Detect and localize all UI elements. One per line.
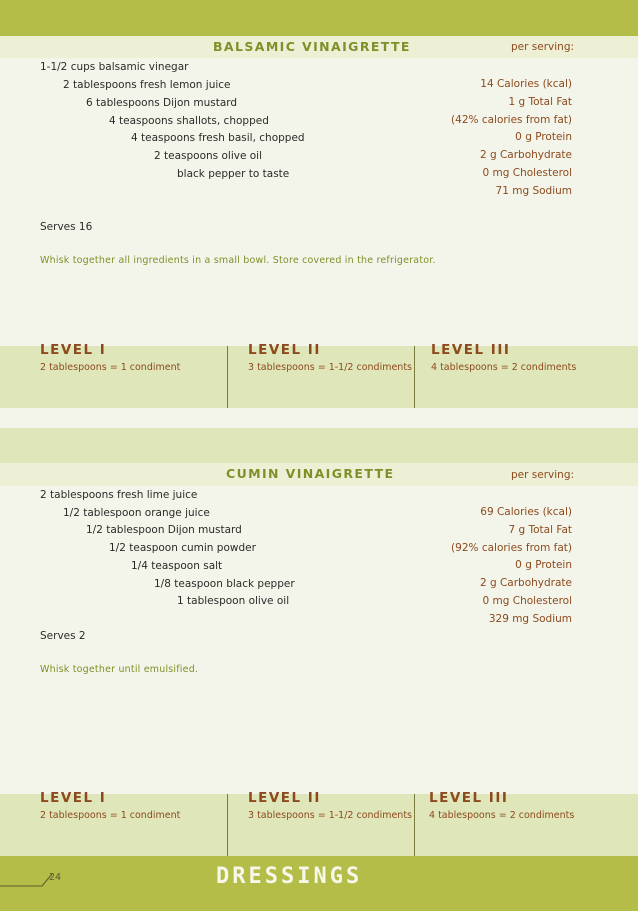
section-title: DRESSINGS <box>216 864 363 889</box>
level-heading: LEVEL III <box>429 790 509 806</box>
recipe2-level-divider <box>414 794 415 856</box>
level-text: 2 tablespoons = 1 condiment <box>40 362 181 373</box>
level-text: 3 tablespoons = 1-1/2 condiments <box>248 810 413 821</box>
recipe2-level-3 <box>429 790 574 821</box>
recipe2-ingredient: 2 tablespoons fresh lime juice <box>40 489 198 501</box>
recipe1-ingredient: black pepper to taste <box>177 168 290 180</box>
recipe2-ingredient: 1/4 teaspoon salt <box>131 560 223 572</box>
recipe1-level-2 <box>248 342 412 373</box>
recipe2-ingredient: 1/2 teaspoon cumin powder <box>109 542 256 554</box>
recipe1-nutrition-item: 0 mg Cholesterol <box>482 167 572 179</box>
level-heading: LEVEL I <box>40 790 107 806</box>
recipe1-ingredient: 4 teaspoons shallots, chopped <box>109 115 269 127</box>
recipe2-level-2 <box>248 790 412 821</box>
recipe2-nutrition-item: 7 g Total Fat <box>508 524 572 536</box>
recipe1-title: BALSAMIC VINAIGRETTE <box>213 39 411 54</box>
page-number: 24 <box>49 872 62 883</box>
level-heading: LEVEL II <box>248 342 321 358</box>
top-band <box>0 0 638 36</box>
level-text: 4 tablespoons = 2 condiments <box>431 362 577 373</box>
recipe1-nutrition-item: (42% calories from fat) <box>451 114 572 126</box>
recipe1-level-1 <box>40 342 180 373</box>
level-text: 4 tablespoons = 2 condiments <box>429 810 575 821</box>
recipe1-level-3 <box>431 342 576 373</box>
level-text: 3 tablespoons = 1-1/2 condiments <box>248 362 413 373</box>
recipe1-ingredient: 1-1/2 cups balsamic vinegar <box>40 61 189 73</box>
recipe2-nutrition-item: 69 Calories (kcal) <box>480 506 572 518</box>
recipe1-nutrition-item: 1 g Total Fat <box>508 96 572 108</box>
recipe1-nutrition-item: 2 g Carbohydrate <box>479 149 572 161</box>
level-text: 2 tablespoons = 1 condiment <box>40 810 181 821</box>
recipe1-nutrition-item: 0 g Protein <box>515 131 572 143</box>
recipe2-level-1 <box>40 790 180 821</box>
recipe1-serves: Serves 16 <box>40 221 93 233</box>
recipe2-nutrition-item: 0 mg Cholesterol <box>482 595 572 607</box>
recipe1-level-divider <box>227 346 228 408</box>
recipe2-per-serving-label: per serving: <box>511 469 575 481</box>
recipe2-serves: Serves 2 <box>40 630 86 642</box>
recipe2-ingredient: 1/2 tablespoon orange juice <box>63 507 210 519</box>
recipe2-instructions: Whisk together until emulsified. <box>40 664 199 675</box>
recipe2-title: CUMIN VINAIGRETTE <box>226 466 395 481</box>
recipe2-ingredient: 1/2 tablespoon Dijon mustard <box>86 524 242 536</box>
recipe2-nutrition-item: 329 mg Sodium <box>488 613 572 625</box>
recipe2-level-divider <box>227 794 228 856</box>
recipe2-top-band <box>0 428 638 463</box>
recipe2-ingredient: 1 tablespoon olive oil <box>177 595 290 607</box>
recipe1-level-divider <box>414 346 415 408</box>
recipe2-nutrition-item: (92% calories from fat) <box>451 542 572 554</box>
recipe1-per-serving-label: per serving: <box>511 41 575 53</box>
recipe1-ingredient: 2 teaspoons olive oil <box>154 150 263 162</box>
level-heading: LEVEL I <box>40 342 107 358</box>
level-heading: LEVEL III <box>431 342 511 358</box>
recipe1-ingredient: 2 tablespoons fresh lemon juice <box>63 79 231 91</box>
recipe1-nutrition-item: 71 mg Sodium <box>495 185 572 197</box>
recipe1-ingredient: 6 tablespoons Dijon mustard <box>86 97 238 109</box>
recipe2-nutrition-item: 2 g Carbohydrate <box>479 577 572 589</box>
recipe2-ingredient: 1/8 teaspoon black pepper <box>154 578 295 590</box>
recipe1-nutrition-item: 14 Calories (kcal) <box>480 78 572 90</box>
recipe1-instructions: Whisk together all ingredients in a small bowl. Store covered in the refrigerator. <box>40 255 436 266</box>
level-heading: LEVEL II <box>248 790 321 806</box>
recipe1-ingredient: 4 teaspoons fresh basil, chopped <box>131 132 305 144</box>
recipe2-nutrition-item: 0 g Protein <box>515 559 572 571</box>
